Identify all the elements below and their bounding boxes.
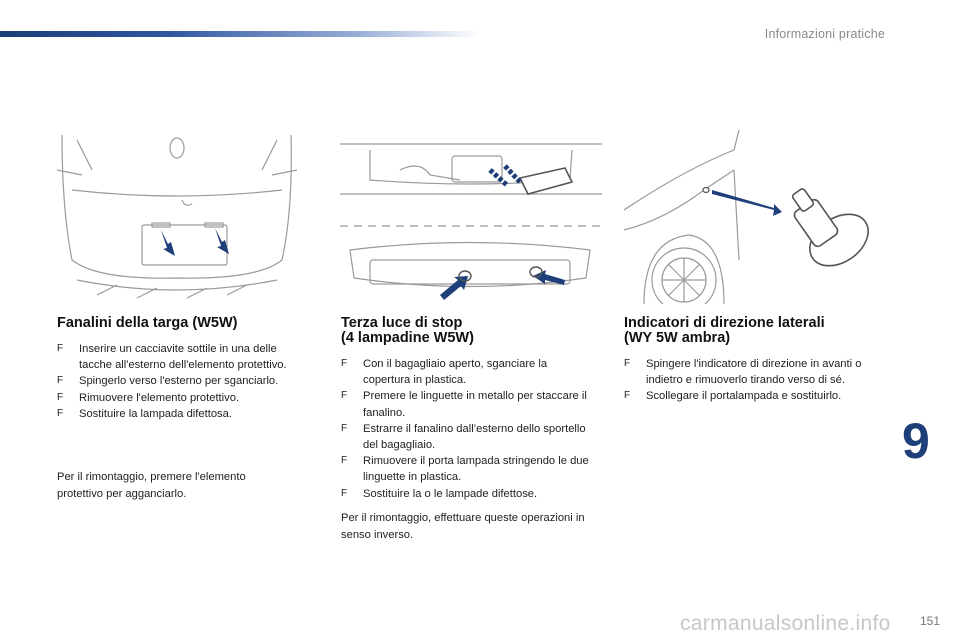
chapter-number: 9 <box>902 413 930 469</box>
bullet-icon: F <box>57 343 64 354</box>
side-indicator-illustration <box>624 130 880 304</box>
arrow-icon <box>161 230 175 256</box>
list-item: F Con il bagagliaio aperto, sganciare la copertura in plastica. <box>341 358 548 387</box>
bullet-icon: F <box>624 358 631 369</box>
list-item: F Spingere l'indicatore di direzione in avanti o indietro e rimuoverlo tirando verso di sé. <box>624 358 862 387</box>
list-item: F Spingerlo verso l'esterno per sganciarlo. <box>57 373 312 389</box>
section-third-stop-light <box>341 316 596 502</box>
bullet-icon: F <box>341 358 348 369</box>
section-license-plate-lights <box>57 316 312 422</box>
bullet-icon: F <box>341 487 348 499</box>
steps-list <box>57 341 312 422</box>
section-note: Per il rimontaggio, premere l'elemento protettivo per agganciarlo. <box>57 471 246 500</box>
watermark: carmanualsonline.info <box>680 612 891 635</box>
page-header-title: Informazioni pratiche <box>764 27 885 41</box>
steps-list <box>341 356 596 502</box>
list-item: F Rimuovere il porta lampada stringendo le due linguette in plastica. <box>341 455 589 484</box>
third-stop-light-illustration <box>340 130 602 304</box>
bullet-icon: F <box>624 390 631 402</box>
bullet-icon: F <box>341 455 348 467</box>
bullet-icon: F <box>57 391 64 403</box>
list-item: F Sostituire la o le lampade difettose. <box>341 486 596 502</box>
section-title: Indicatori di direzione laterali (WY 5W ambra) <box>624 315 825 346</box>
list-item: F Scollegare il portalampada e sostituirlo. <box>624 388 879 404</box>
section-title: Terza luce di stop (4 lampadine W5W) <box>341 315 474 346</box>
page-number: 151 <box>919 614 940 628</box>
list-item: F Sostituire la lampada difettosa. <box>57 406 312 422</box>
license-plate-light-illustration <box>57 130 297 304</box>
steps-list <box>624 356 879 405</box>
list-item: F Inserire un cacciavite sottile in una delle tacche all'esterno dell'elemento protettivo. <box>57 343 287 372</box>
list-item: F Estrarre il fanalino dall’esterno dello sportello del bagagliaio. <box>341 422 586 452</box>
header-accent-bar <box>0 31 480 37</box>
bullet-icon: F <box>57 375 64 387</box>
bullet-icon: F <box>341 390 348 402</box>
section-title: Fanalini della targa (W5W) <box>57 315 238 331</box>
section-note: Per il rimontaggio, effettuare queste operazioni in senso inverso. <box>341 512 585 541</box>
list-item: F Rimuovere l'elemento protettivo. <box>57 390 312 406</box>
list-item: F Premere le linguette in metallo per staccare il fanalino. <box>341 390 587 419</box>
bullet-icon: F <box>57 407 64 419</box>
bullet-icon: F <box>341 422 348 434</box>
section-side-indicators <box>624 316 879 405</box>
